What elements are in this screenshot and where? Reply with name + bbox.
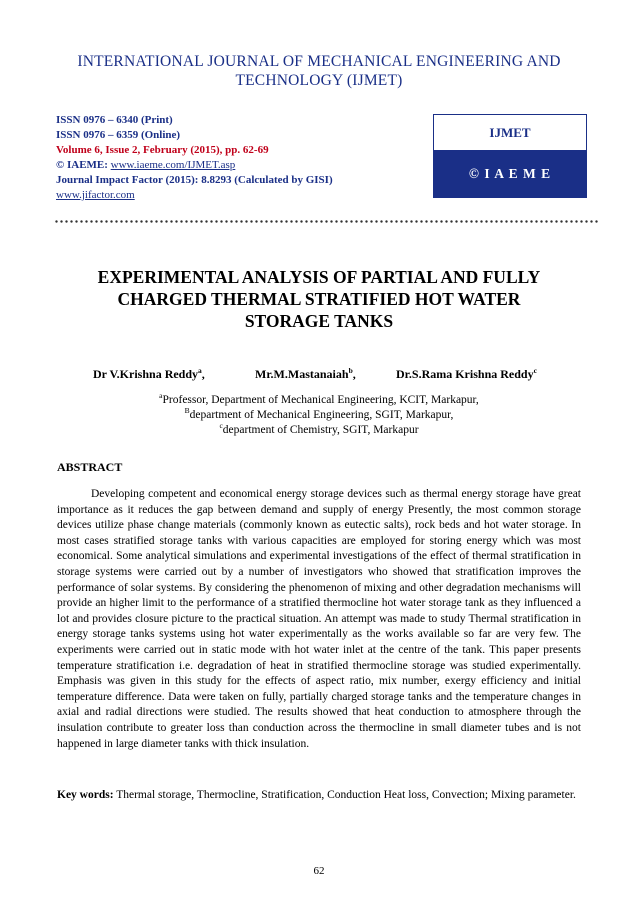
author-name: Dr V.Krishna Reddy bbox=[93, 367, 199, 381]
paper-title bbox=[56, 266, 582, 332]
affiliation-sup: B bbox=[184, 406, 190, 415]
journal-title bbox=[40, 52, 598, 90]
journal-title-line2: TECHNOLOGY (IJMET) bbox=[235, 72, 403, 89]
author-trail: , bbox=[352, 367, 356, 381]
paper-title-line1: EXPERIMENTAL ANALYSIS OF PARTIAL AND FULLY bbox=[97, 267, 541, 287]
author-2 bbox=[255, 366, 356, 382]
author-name: Mr.M.Mastanaiah bbox=[255, 367, 349, 381]
volume-issue: Volume 6, Issue 2, February (2015), pp. 62-69 bbox=[56, 144, 269, 156]
author-sup: a bbox=[198, 366, 202, 375]
author-sup: c bbox=[533, 366, 537, 375]
author-1 bbox=[93, 366, 205, 382]
paper-title-line2: CHARGED THERMAL STRATIFIED HOT WATER bbox=[117, 289, 521, 309]
iaeme-line bbox=[56, 158, 333, 173]
abstract-heading: ABSTRACT bbox=[57, 460, 123, 474]
impact-factor: Journal Impact Factor (2015): 8.8293 (Calculated by GISI) bbox=[56, 174, 333, 186]
paper-title-line3: STORAGE TANKS bbox=[244, 311, 394, 331]
iaeme-logo-box: © I A E M E bbox=[433, 150, 587, 198]
keywords-text: Thermal storage, Thermocline, Stratification, Conduction Heat loss, Convection; Mixing parameter. bbox=[113, 789, 576, 801]
affiliation-sup: a bbox=[159, 391, 163, 400]
affiliation-3 bbox=[56, 418, 582, 438]
iaeme-prefix: © IAEME: bbox=[56, 159, 111, 171]
keywords-label: Key words: bbox=[57, 789, 114, 801]
dotted-divider bbox=[54, 220, 598, 223]
affiliation-text: department of Chemistry, SGIT, Markapur bbox=[222, 423, 419, 436]
author-name: Dr.S.Rama Krishna Reddy bbox=[396, 367, 534, 381]
ijmet-logo-box: IJMET bbox=[433, 114, 587, 152]
issn-print: ISSN 0976 – 6340 (Print) bbox=[56, 114, 173, 126]
keywords bbox=[57, 788, 581, 804]
page-number: 62 bbox=[313, 865, 325, 877]
iaeme-link[interactable]: www.iaeme.com/IJMET.asp bbox=[110, 159, 236, 171]
author-trail: , bbox=[201, 367, 205, 381]
publication-info bbox=[56, 113, 333, 203]
journal-title-line1: INTERNATIONAL JOURNAL OF MECHANICAL ENGINEERING AND bbox=[77, 53, 561, 70]
jifactor-link[interactable]: www.jifactor.com bbox=[56, 189, 135, 201]
issn-online: ISSN 0976 – 6359 (Online) bbox=[56, 129, 181, 141]
affiliation-text: Professor, Department of Mechanical Engineering, KCIT, Markapur, bbox=[162, 393, 479, 406]
affiliation-text: department of Mechanical Engineering, SGIT, Markapur, bbox=[189, 408, 454, 421]
affiliation-sup: c bbox=[219, 421, 223, 430]
abstract-body: Developing competent and economical energy storage devices such as thermal energy storage have great importance as it reduces the gap between demand and supply of energy Presently, the most common storage devices utilize phase change materials (commonly known as eutectic salts), rock beds and hot water storage. In most cases stratified storage tanks with various capacities are employed for storing energy which was most economical. Some analytical simulations and experimental investigations of the effect of thermal stratification in storage systems were carried out by a number of investigators who showed that stratification improves the performance of solar systems. By considering the phenomenon of mixing and other degradation mechanisms will provide an higher limit to the performance of a stratified thermocline hot water storage tank as they influenced a lot and provides closure picture to the practical situation. An attempt was made to study Thermal stratification in energy storage tanks systems using hot water experimentally as the works available so far are very few. The experiments were carried out in static mode with hot water inlet at the centre of the tank. This paper presents temperature stratification i.e. degradation of heat in stratified thermocline storage was studied experimentally. Emphasis was given in this study for the effects of aspect ratio, mix number, exergy efficiency and initial temperature difference. Data were taken on fully, partially charged storage tanks and the temperature changes in axial and radial directions were studied. The results showed that heat conduction to atmosphere through the insulation contribute to greater loss than conduction across the thermocline in small diameter tubes and is not happened in large diameter tanks with thick insulation. bbox=[57, 488, 581, 750]
author-3 bbox=[396, 366, 537, 382]
author-sup: b bbox=[348, 366, 353, 375]
